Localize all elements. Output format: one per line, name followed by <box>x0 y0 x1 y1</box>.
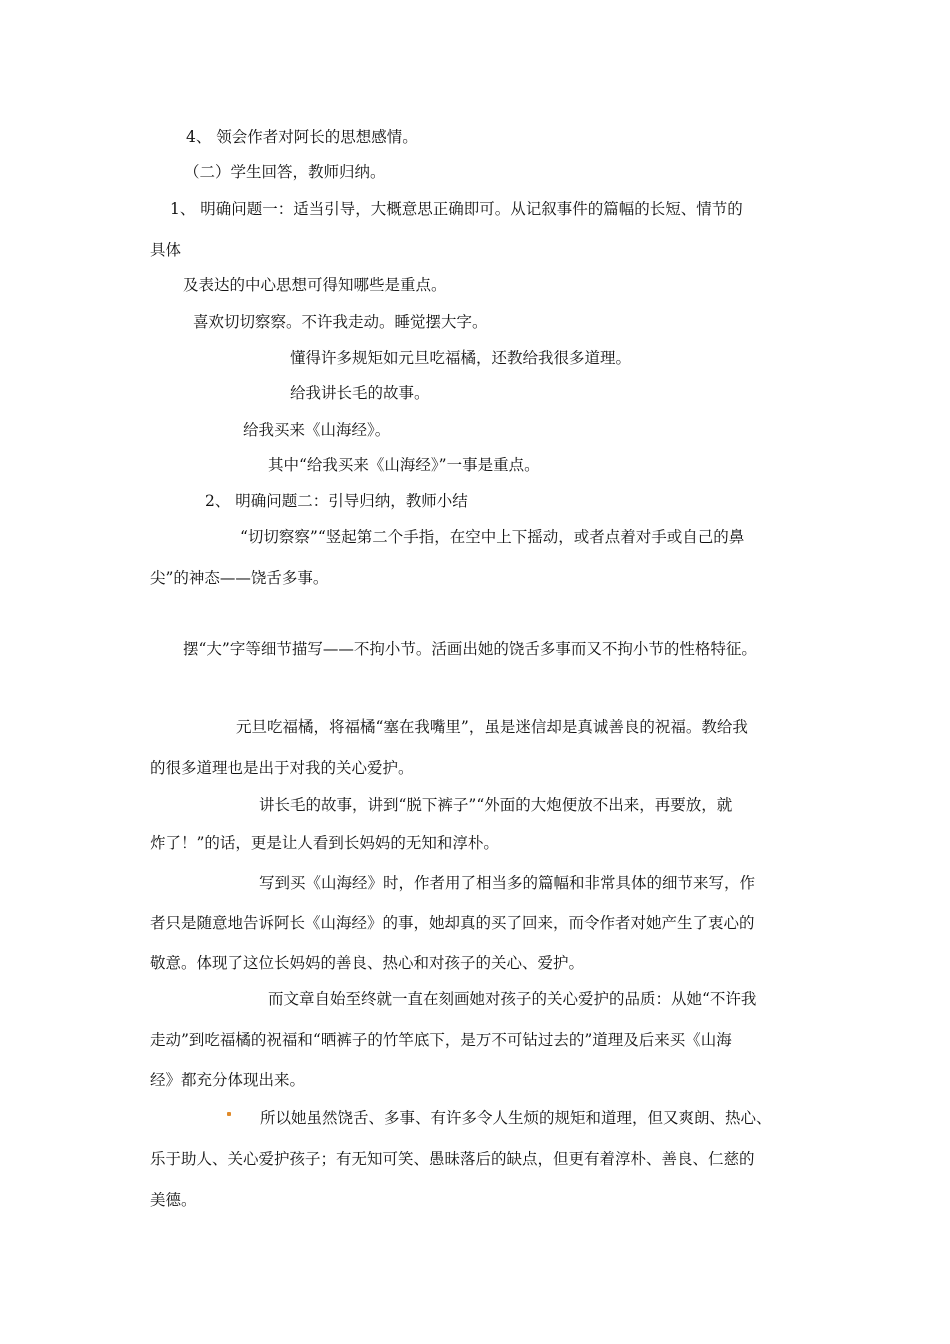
text-line: 4、 领会作者对阿长的思想感情。 <box>186 128 418 146</box>
text-line: 其中“给我买来《山海经》”一事是重点。 <box>268 456 540 474</box>
text-line: 给我买来《山海经》。 <box>243 421 391 439</box>
text-line: 2、 明确问题二：引导归纳，教师小结 <box>205 492 468 510</box>
text-line: 炸了！”的话，更是让人看到长妈妈的无知和淳朴。 <box>150 834 499 852</box>
text-line: 而文章自始至终就一直在刻画她对孩子的关心爱护的品质：从她“不许我 <box>268 990 757 1008</box>
text-line: “切切察察”“竖起第二个手指，在空中上下摇动，或者点着对手或自己的鼻 <box>240 528 745 546</box>
text-line: 写到买《山海经》时，作者用了相当多的篇幅和非常具体的细节来写，作 <box>259 874 756 892</box>
text-line: 喜欢切切察察。不许我走动。睡觉摆大字。 <box>193 313 488 331</box>
text-line: 元旦吃福橘，将福橘“塞在我嘴里”，虽是迷信却是真诚善良的祝福。教给我 <box>236 718 748 736</box>
text-line: 经》都充分体现出来。 <box>150 1071 306 1089</box>
text-line: 具体 <box>150 241 182 259</box>
text-line: 乐于助人、关心爱护孩子；有无知可笑、愚昧落后的缺点，但更有着淳朴、善良、仁慈的 <box>150 1150 755 1168</box>
text-line: 美德。 <box>150 1191 197 1209</box>
text-line: 所以她虽然饶舌、多事、有许多令人生烦的规矩和道理，但又爽朗、热心、 <box>260 1109 772 1127</box>
text-line: 讲长毛的故事，讲到“脱下裤子”“外面的大炮便放不出来，再要放，就 <box>259 796 733 814</box>
text-line: 给我讲长毛的故事。 <box>290 384 430 402</box>
text-line: 走动”到吃福橘的祝福和“晒裤子的竹竿底下，是万不可钻过去的”道理及后来买《山海 <box>150 1031 732 1049</box>
text-line: （二）学生回答，教师归纳。 <box>184 163 386 181</box>
text-line: 敬意。体现了这位长妈妈的善良、热心和对孩子的关心、爱护。 <box>150 954 585 972</box>
text-line: 尖”的神态——饶舌多事。 <box>150 569 329 587</box>
text-line: 的很多道理也是出于对我的关心爱护。 <box>150 759 414 777</box>
text-line: 懂得许多规矩如元旦吃福橘，还教给我很多道理。 <box>290 349 632 367</box>
text-line: 及表达的中心思想可得知哪些是重点。 <box>183 276 447 294</box>
text-line: 摆“大”字等细节描写——不拘小节。活画出她的饶舌多事而又不拘小节的性格特征。 <box>183 640 757 658</box>
text-line: 1、 明确问题一：适当引导，大概意思正确即可。从记叙事件的篇幅的长短、情节的 <box>170 200 743 218</box>
orange-dot-mark <box>227 1112 231 1116</box>
text-line: 者只是随意地告诉阿长《山海经》的事，她却真的买了回来，而令作者对她产生了衷心的 <box>150 914 755 932</box>
